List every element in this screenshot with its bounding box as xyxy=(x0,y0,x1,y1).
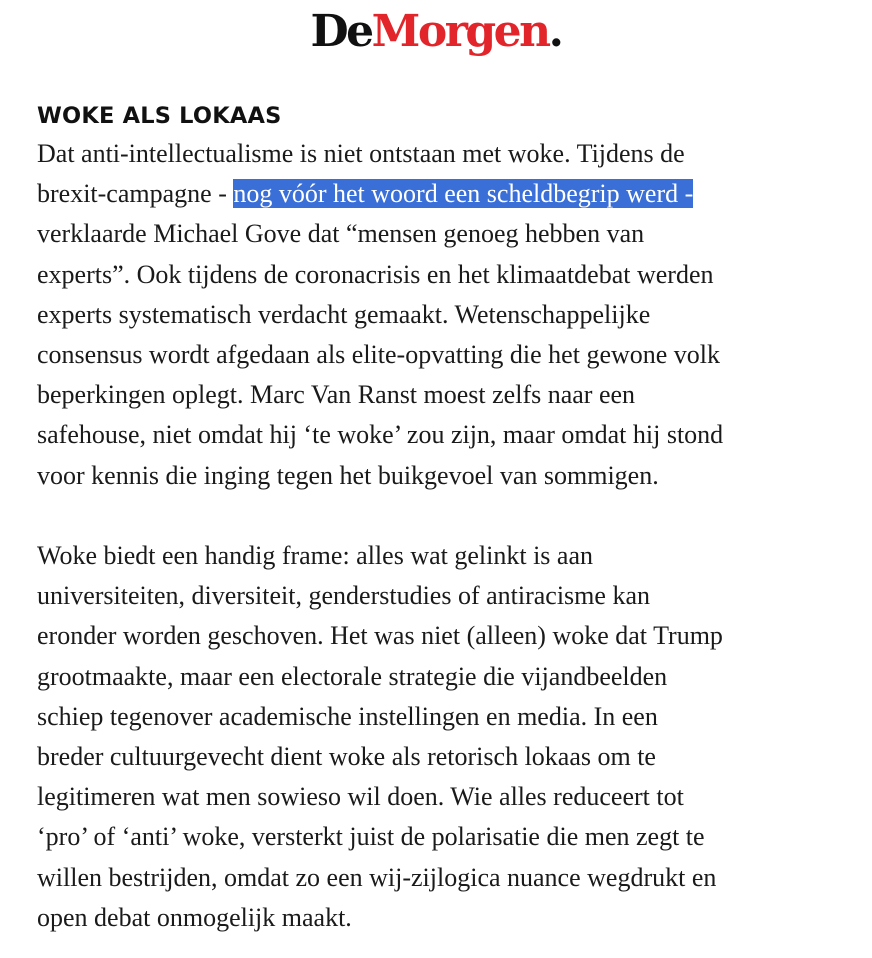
paragraph-1-line: beperkingen oplegt. Marc Van Ranst moest zelfs naar een xyxy=(37,380,636,410)
paragraph-2-line: open debat onmogelijk maakt. xyxy=(37,902,352,932)
paragraph-2-line: Woke biedt een handig frame: alles wat gelinkt is aan xyxy=(37,541,593,571)
paragraph-2-line: grootmaakte, maar een electorale strategie die vijandbeelden xyxy=(37,661,668,691)
paragraph-1-line-start: brexit-campagne - xyxy=(37,179,234,209)
paragraph-1-line: consensus wordt afgedaan als elite-opvatting die het gewone volk xyxy=(37,340,721,370)
logo-morgen: Morgen xyxy=(371,6,549,57)
masthead-logo[interactable] xyxy=(0,4,872,60)
paragraph-1-line: experts”. Ook tijdens de coronacrisis en het klimaatdebat werden xyxy=(37,259,714,289)
paragraph-2-line: legitimeren wat men sowieso wil doen. Wie alles reduceert tot xyxy=(37,782,684,812)
section-heading: WOKE ALS LOKAAS xyxy=(37,103,282,129)
paragraph-2-line: schiep tegenover academische instellingen en media. In een xyxy=(37,701,658,731)
paragraph-1-line: safehouse, niet omdat hij ‘te woke’ zou zijn, maar omdat hij stond xyxy=(37,420,724,450)
paragraph-1-line: experts systematisch verdacht gemaakt. Wetenschappelijke xyxy=(37,299,651,329)
selected-text-highlight[interactable]: nog vóór het woord een scheldbegrip werd - xyxy=(233,179,694,209)
paragraph-2[interactable] xyxy=(37,536,867,938)
article-body xyxy=(37,98,867,938)
paragraph-2-line: ‘pro’ of ‘anti’ woke, versterkt juist de polarisatie die men zegt te xyxy=(37,822,705,852)
paragraph-2-line: eronder worden geschoven. Het was niet (alleen) woke dat Trump xyxy=(37,621,723,651)
paragraph-1-line: voor kennis die inging tegen het buikgevoel van sommigen. xyxy=(37,460,659,490)
paragraph-1-line: verklaarde Michael Gove dat “mensen genoeg hebben van xyxy=(37,219,645,249)
paragraph-2-line: universiteiten, diversiteit, genderstudies of antiracisme kan xyxy=(37,581,650,611)
paragraph-2-line: willen bestrijden, omdat zo een wij-zijlogica nuance wegdrukt en xyxy=(37,862,717,892)
paragraph-1-line: Dat anti-intellectualisme is niet ontstaan met woke. Tijdens de xyxy=(37,139,685,168)
logo-dot: . xyxy=(548,6,562,57)
logo-de: De xyxy=(310,6,372,57)
paragraph-1-line xyxy=(37,179,693,208)
paragraph-2-line: breder cultuurgevecht dient woke als retorisch lokaas om te xyxy=(37,742,656,772)
paragraph-1[interactable] xyxy=(37,134,867,496)
